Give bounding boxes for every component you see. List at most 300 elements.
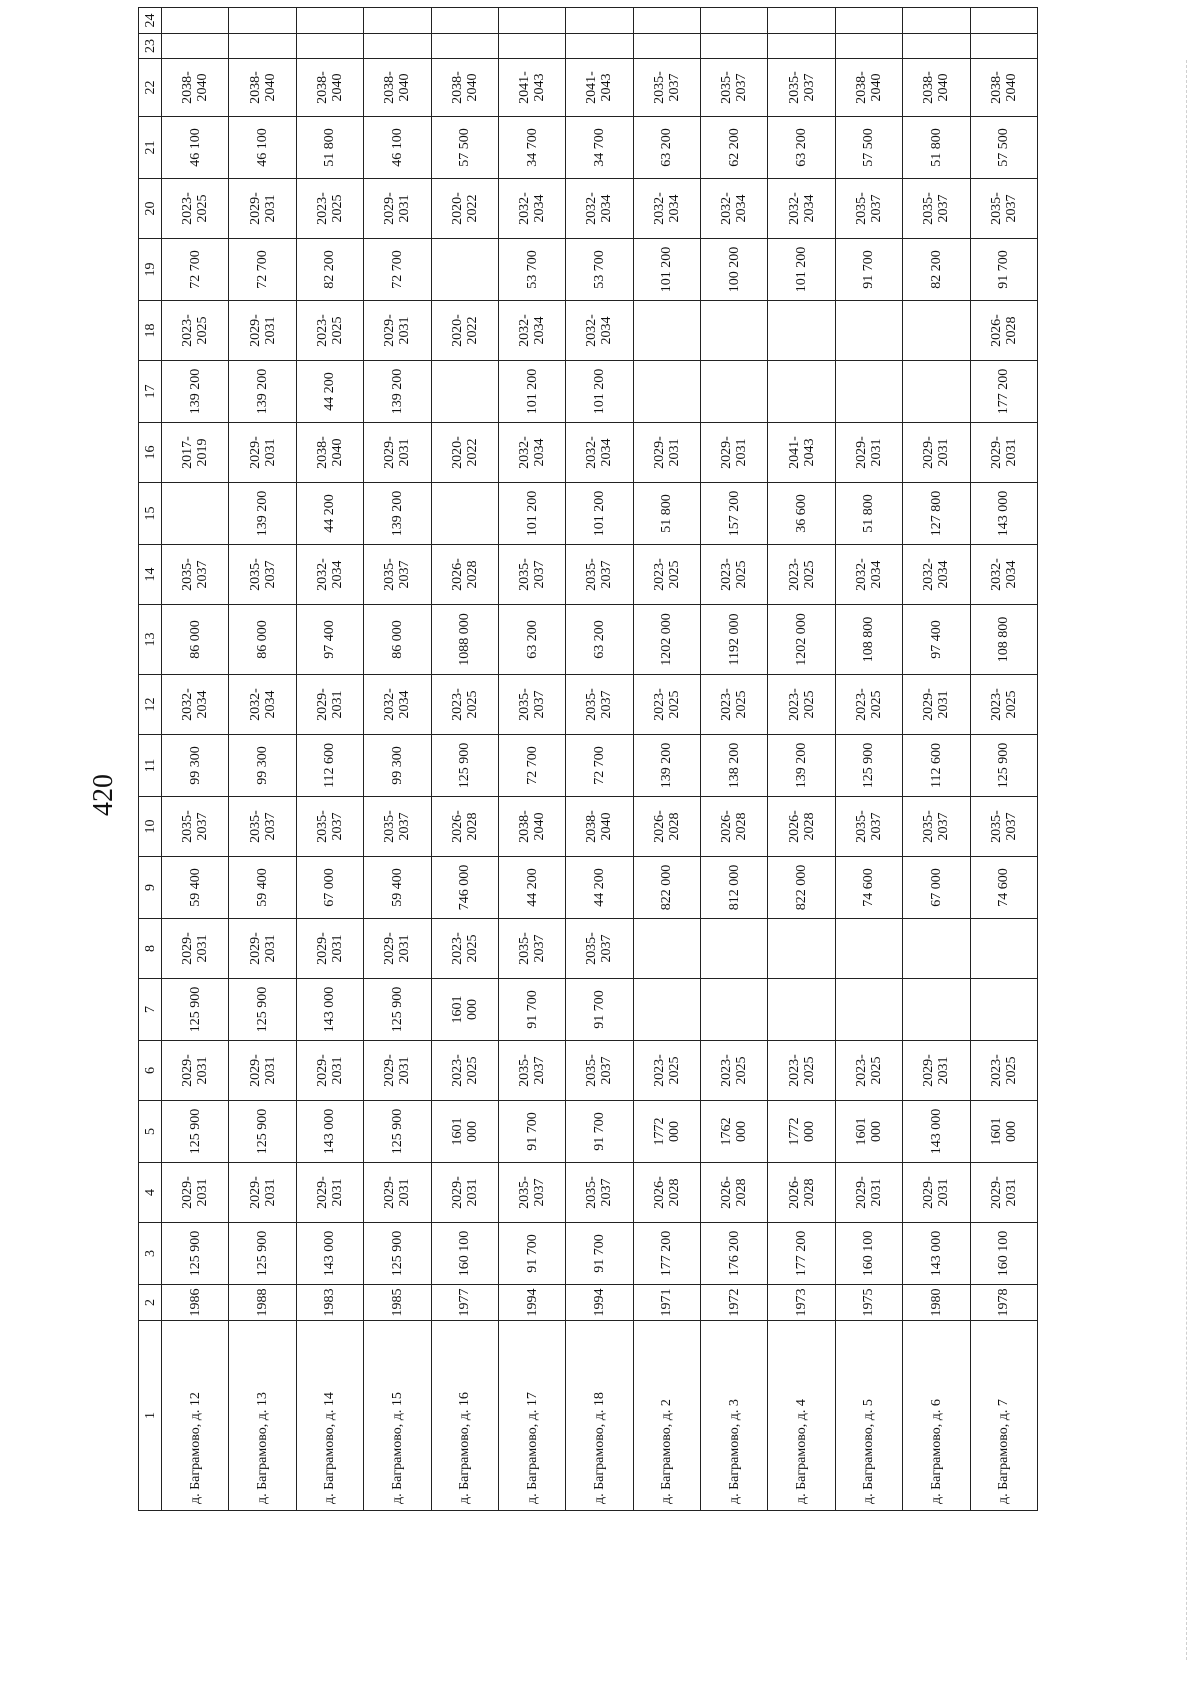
table-row xyxy=(566,8,633,1511)
table-cell: 2029- 2031 xyxy=(229,301,296,361)
table-cell: 1986 xyxy=(162,1285,229,1321)
table-cell xyxy=(768,8,835,34)
table-cell: 53 700 xyxy=(566,239,633,301)
table-cell: 1985 xyxy=(364,1285,431,1321)
table-cell: 2032- 2034 xyxy=(566,301,633,361)
table-row xyxy=(835,8,902,1511)
table-cell xyxy=(835,8,902,34)
table-cell: 2035- 2037 xyxy=(498,1163,565,1223)
table-cell: 2029- 2031 xyxy=(431,1163,498,1223)
column-header: 9 xyxy=(139,857,162,919)
table-cell: 2023- 2025 xyxy=(970,1041,1038,1101)
table-cell: 2035- 2037 xyxy=(566,1163,633,1223)
table-cell: 97 400 xyxy=(296,605,363,675)
column-header: 10 xyxy=(139,797,162,857)
column-header: 21 xyxy=(139,117,162,179)
table-cell: 2023- 2025 xyxy=(701,545,768,605)
address-cell: д. Баграмово, д. 2 xyxy=(633,1321,700,1511)
table-cell: 2029- 2031 xyxy=(162,919,229,979)
table-cell: 2029- 2031 xyxy=(364,423,431,483)
table-cell: 51 800 xyxy=(633,483,700,545)
table-cell: 91 700 xyxy=(566,1101,633,1163)
table-cell: 139 200 xyxy=(162,361,229,423)
table-cell: 112 600 xyxy=(903,735,970,797)
table-cell: 2029- 2031 xyxy=(903,675,970,735)
table-cell: 63 200 xyxy=(768,117,835,179)
table-cell: 72 700 xyxy=(162,239,229,301)
table-cell: 2029- 2031 xyxy=(229,179,296,239)
table-cell: 1978 xyxy=(970,1285,1038,1321)
table-cell: 2035- 2037 xyxy=(835,179,902,239)
table-cell: 2023- 2025 xyxy=(701,1041,768,1101)
table-cell: 2035- 2037 xyxy=(633,59,700,117)
table-cell xyxy=(364,34,431,59)
column-header: 11 xyxy=(139,735,162,797)
table-cell: 1972 xyxy=(701,1285,768,1321)
table-cell: 1994 xyxy=(498,1285,565,1321)
table-cell: 2029- 2031 xyxy=(970,1163,1038,1223)
table-row xyxy=(903,8,970,1511)
table-cell: 82 200 xyxy=(903,239,970,301)
column-header: 1 xyxy=(139,1321,162,1511)
table-cell: 2035- 2037 xyxy=(566,675,633,735)
table-cell: 57 500 xyxy=(431,117,498,179)
table-cell: 101 200 xyxy=(498,483,565,545)
table-cell: 97 400 xyxy=(903,605,970,675)
table-row xyxy=(701,8,768,1511)
table-cell: 91 700 xyxy=(566,979,633,1041)
table-cell: 2032- 2034 xyxy=(296,545,363,605)
table-cell: 46 100 xyxy=(162,117,229,179)
table-cell xyxy=(835,979,902,1041)
table-cell: 2032- 2034 xyxy=(229,675,296,735)
column-header: 24 xyxy=(139,8,162,34)
table-cell: 2035- 2037 xyxy=(903,179,970,239)
table-row xyxy=(229,8,296,1511)
table-cell: 51 800 xyxy=(296,117,363,179)
table-cell: 53 700 xyxy=(498,239,565,301)
table-cell: 2032- 2034 xyxy=(566,423,633,483)
table-cell: 2029- 2031 xyxy=(162,1041,229,1101)
table-cell xyxy=(633,8,700,34)
table-cell: 63 200 xyxy=(498,605,565,675)
table-cell: 2029- 2031 xyxy=(364,1041,431,1101)
table-cell: 2035- 2037 xyxy=(162,545,229,605)
table-cell: 2041- 2043 xyxy=(498,59,565,117)
table-cell: 2017- 2019 xyxy=(162,423,229,483)
table-cell: 1971 xyxy=(633,1285,700,1321)
table-row xyxy=(633,8,700,1511)
table-cell: 125 900 xyxy=(431,735,498,797)
table-cell: 2020- 2022 xyxy=(431,301,498,361)
table-cell: 2023- 2025 xyxy=(162,179,229,239)
table-cell: 2023- 2025 xyxy=(431,919,498,979)
table-cell xyxy=(498,8,565,34)
table-cell: 2029- 2031 xyxy=(701,423,768,483)
table-cell xyxy=(633,361,700,423)
table-cell xyxy=(768,919,835,979)
table-cell: 2023- 2025 xyxy=(970,675,1038,735)
table-cell: 1601 000 xyxy=(835,1101,902,1163)
table-cell xyxy=(498,34,565,59)
table-cell: 36 600 xyxy=(768,483,835,545)
table-cell: 100 200 xyxy=(701,239,768,301)
table-cell xyxy=(768,979,835,1041)
table-cell xyxy=(364,8,431,34)
address-cell: д. Баграмово, д. 13 xyxy=(229,1321,296,1511)
table-cell: 91 700 xyxy=(835,239,902,301)
table-cell: 1202 000 xyxy=(633,605,700,675)
table-cell: 160 100 xyxy=(970,1223,1038,1285)
table-cell: 2026- 2028 xyxy=(431,797,498,857)
table-cell: 2032- 2034 xyxy=(364,675,431,735)
column-header: 19 xyxy=(139,239,162,301)
table-cell: 1994 xyxy=(566,1285,633,1321)
table-cell: 2035- 2037 xyxy=(498,1041,565,1101)
table-cell: 44 200 xyxy=(566,857,633,919)
table-cell: 57 500 xyxy=(970,117,1038,179)
table-cell xyxy=(768,34,835,59)
table-cell: 44 200 xyxy=(498,857,565,919)
table-cell xyxy=(431,34,498,59)
table-cell: 86 000 xyxy=(364,605,431,675)
table-cell: 91 700 xyxy=(566,1223,633,1285)
table-cell: 143 000 xyxy=(970,483,1038,545)
table-cell: 74 600 xyxy=(970,857,1038,919)
table-cell: 2035- 2037 xyxy=(970,797,1038,857)
table-cell: 2023- 2025 xyxy=(162,301,229,361)
table-cell: 176 200 xyxy=(701,1223,768,1285)
table-cell: 2029- 2031 xyxy=(229,1041,296,1101)
table-cell: 2035- 2037 xyxy=(498,919,565,979)
table-cell: 2029- 2031 xyxy=(903,423,970,483)
table-cell: 62 200 xyxy=(701,117,768,179)
column-header: 13 xyxy=(139,605,162,675)
table-cell xyxy=(970,34,1038,59)
table-cell: 2032- 2034 xyxy=(498,423,565,483)
table-cell: 2032- 2034 xyxy=(566,179,633,239)
table-cell: 2038- 2040 xyxy=(162,59,229,117)
table-cell: 139 200 xyxy=(364,361,431,423)
table-cell: 59 400 xyxy=(364,857,431,919)
column-header: 12 xyxy=(139,675,162,735)
table-cell: 2035- 2037 xyxy=(566,919,633,979)
table-cell: 125 900 xyxy=(162,1223,229,1285)
table-cell: 2032- 2034 xyxy=(162,675,229,735)
address-cell: д. Баграмово, д. 5 xyxy=(835,1321,902,1511)
table-cell: 2023- 2025 xyxy=(768,1041,835,1101)
table-cell xyxy=(835,34,902,59)
table-cell: 2026- 2028 xyxy=(701,1163,768,1223)
table-cell: 72 700 xyxy=(498,735,565,797)
table-cell: 125 900 xyxy=(229,1101,296,1163)
table-cell: 812 000 xyxy=(701,857,768,919)
column-header: 6 xyxy=(139,1041,162,1101)
table-cell: 46 100 xyxy=(364,117,431,179)
table-cell: 72 700 xyxy=(566,735,633,797)
table-cell: 2023- 2025 xyxy=(768,545,835,605)
table-cell: 2029- 2031 xyxy=(835,423,902,483)
table-cell: 63 200 xyxy=(633,117,700,179)
table-cell: 67 000 xyxy=(296,857,363,919)
table-cell: 1772 000 xyxy=(768,1101,835,1163)
header-row xyxy=(139,8,162,1511)
table-cell: 2032- 2034 xyxy=(768,179,835,239)
table-cell: 34 700 xyxy=(566,117,633,179)
table-cell: 2029- 2031 xyxy=(229,423,296,483)
table-row xyxy=(498,8,565,1511)
table-cell: 2035- 2037 xyxy=(364,545,431,605)
table-cell: 2023- 2025 xyxy=(296,179,363,239)
table-cell: 2029- 2031 xyxy=(364,1163,431,1223)
table-cell: 139 200 xyxy=(364,483,431,545)
table-cell: 101 200 xyxy=(498,361,565,423)
table-cell: 2035- 2037 xyxy=(229,797,296,857)
table-cell: 2029- 2031 xyxy=(364,179,431,239)
scan-edge-line xyxy=(1186,60,1188,1660)
address-cell: д. Баграмово, д. 16 xyxy=(431,1321,498,1511)
table-cell: 127 800 xyxy=(903,483,970,545)
table-cell xyxy=(162,483,229,545)
table-cell: 143 000 xyxy=(903,1223,970,1285)
table-cell: 2023- 2025 xyxy=(701,675,768,735)
table-cell: 1980 xyxy=(903,1285,970,1321)
table-cell xyxy=(903,8,970,34)
table-cell: 177 200 xyxy=(970,361,1038,423)
table-cell: 2032- 2034 xyxy=(498,301,565,361)
table-cell: 99 300 xyxy=(162,735,229,797)
table-cell xyxy=(633,34,700,59)
column-header: 7 xyxy=(139,979,162,1041)
table-cell: 1772 000 xyxy=(633,1101,700,1163)
table-cell: 1601 000 xyxy=(970,1101,1038,1163)
table-cell: 125 900 xyxy=(229,979,296,1041)
table-cell: 157 200 xyxy=(701,483,768,545)
table-cell: 101 200 xyxy=(768,239,835,301)
table-cell: 57 500 xyxy=(835,117,902,179)
table-cell: 2032- 2034 xyxy=(903,545,970,605)
table-cell: 822 000 xyxy=(633,857,700,919)
table-cell: 2032- 2034 xyxy=(701,179,768,239)
table-cell: 2032- 2034 xyxy=(498,179,565,239)
column-header: 2 xyxy=(139,1285,162,1321)
table-cell: 2035- 2037 xyxy=(162,797,229,857)
data-table xyxy=(138,7,1038,1511)
table-container xyxy=(138,13,1038,1511)
table-cell: 125 900 xyxy=(364,979,431,1041)
table-row xyxy=(431,8,498,1511)
table-cell: 2029- 2031 xyxy=(903,1163,970,1223)
table-cell: 1988 xyxy=(229,1285,296,1321)
table-cell xyxy=(162,34,229,59)
table-cell: 160 100 xyxy=(431,1223,498,1285)
table-cell: 2029- 2031 xyxy=(296,1041,363,1101)
table-cell: 1977 xyxy=(431,1285,498,1321)
table-cell: 143 000 xyxy=(903,1101,970,1163)
address-cell: д. Баграмово, д. 12 xyxy=(162,1321,229,1511)
table-cell: 746 000 xyxy=(431,857,498,919)
table-cell: 1202 000 xyxy=(768,605,835,675)
table-cell: 2026- 2028 xyxy=(633,1163,700,1223)
table-cell: 2029- 2031 xyxy=(633,423,700,483)
table-cell: 125 900 xyxy=(162,979,229,1041)
address-cell: д. Баграмово, д. 18 xyxy=(566,1321,633,1511)
table-cell: 2038- 2040 xyxy=(229,59,296,117)
table-cell: 2038- 2040 xyxy=(903,59,970,117)
table-cell: 2029- 2031 xyxy=(229,919,296,979)
table-cell: 2038- 2040 xyxy=(364,59,431,117)
table-cell: 2035- 2037 xyxy=(566,1041,633,1101)
table-cell: 72 700 xyxy=(364,239,431,301)
table-cell: 2038- 2040 xyxy=(970,59,1038,117)
table-cell xyxy=(431,361,498,423)
table-cell xyxy=(903,361,970,423)
table-cell xyxy=(566,8,633,34)
table-row xyxy=(162,8,229,1511)
table-cell: 1973 xyxy=(768,1285,835,1321)
table-cell: 108 800 xyxy=(970,605,1038,675)
table-cell: 143 000 xyxy=(296,1101,363,1163)
table-cell: 125 900 xyxy=(229,1223,296,1285)
table-body xyxy=(162,8,1038,1511)
column-header: 5 xyxy=(139,1101,162,1163)
table-cell: 2029- 2031 xyxy=(296,919,363,979)
table-cell: 138 200 xyxy=(701,735,768,797)
table-cell: 2029- 2031 xyxy=(364,919,431,979)
table-cell: 2023- 2025 xyxy=(768,675,835,735)
table-cell: 108 800 xyxy=(835,605,902,675)
table-cell: 2041- 2043 xyxy=(566,59,633,117)
table-cell: 86 000 xyxy=(229,605,296,675)
table-cell: 139 200 xyxy=(633,735,700,797)
table-cell: 1983 xyxy=(296,1285,363,1321)
table-cell: 125 900 xyxy=(970,735,1038,797)
table-cell xyxy=(633,301,700,361)
table-cell: 125 900 xyxy=(364,1223,431,1285)
table-cell: 44 200 xyxy=(296,483,363,545)
table-cell: 822 000 xyxy=(768,857,835,919)
table-cell: 1975 xyxy=(835,1285,902,1321)
table-cell: 2041- 2043 xyxy=(768,423,835,483)
table-cell: 2023- 2025 xyxy=(633,545,700,605)
table-cell xyxy=(431,239,498,301)
table-cell xyxy=(970,8,1038,34)
table-cell: 2035- 2037 xyxy=(701,59,768,117)
address-cell: д. Баграмово, д. 14 xyxy=(296,1321,363,1511)
column-header: 23 xyxy=(139,34,162,59)
table-cell: 2026- 2028 xyxy=(768,797,835,857)
table-cell: 2026- 2028 xyxy=(701,797,768,857)
table-cell: 2020- 2022 xyxy=(431,179,498,239)
address-cell: д. Баграмово, д. 4 xyxy=(768,1321,835,1511)
table-cell: 2029- 2031 xyxy=(296,1163,363,1223)
table-cell xyxy=(296,34,363,59)
table-cell: 2035- 2037 xyxy=(364,797,431,857)
page-number: 420 xyxy=(88,774,119,816)
table-cell xyxy=(701,34,768,59)
table-cell xyxy=(229,8,296,34)
table-cell: 143 000 xyxy=(296,979,363,1041)
table-cell: 125 900 xyxy=(835,735,902,797)
table-cell xyxy=(701,361,768,423)
table-cell: 139 200 xyxy=(229,361,296,423)
table-cell: 125 900 xyxy=(364,1101,431,1163)
table-cell: 2035- 2037 xyxy=(970,179,1038,239)
table-cell: 177 200 xyxy=(633,1223,700,1285)
table-cell xyxy=(903,301,970,361)
table-cell: 2029- 2031 xyxy=(229,1163,296,1223)
table-cell: 2035- 2037 xyxy=(566,545,633,605)
table-cell: 2026- 2028 xyxy=(768,1163,835,1223)
table-cell: 91 700 xyxy=(498,1101,565,1163)
table-cell: 2026- 2028 xyxy=(431,545,498,605)
table-cell: 2026- 2028 xyxy=(970,301,1038,361)
table-cell xyxy=(701,301,768,361)
address-cell: д. Баграмово, д. 17 xyxy=(498,1321,565,1511)
address-cell: д. Баграмово, д. 7 xyxy=(970,1321,1038,1511)
table-cell xyxy=(296,8,363,34)
table-row xyxy=(768,8,835,1511)
table-cell xyxy=(970,979,1038,1041)
table-cell xyxy=(162,8,229,34)
table-cell: 2032- 2034 xyxy=(970,545,1038,605)
table-cell: 2023- 2025 xyxy=(431,1041,498,1101)
table-row xyxy=(296,8,363,1511)
table-cell: 2035- 2037 xyxy=(903,797,970,857)
table-cell xyxy=(701,979,768,1041)
table-cell xyxy=(701,8,768,34)
table-cell: 112 600 xyxy=(296,735,363,797)
table-cell: 2020- 2022 xyxy=(431,423,498,483)
table-cell: 2029- 2031 xyxy=(970,423,1038,483)
table-cell: 101 200 xyxy=(566,361,633,423)
table-cell: 2038- 2040 xyxy=(498,797,565,857)
table-cell xyxy=(835,361,902,423)
table-cell: 2023- 2025 xyxy=(835,1041,902,1101)
column-header: 22 xyxy=(139,59,162,117)
table-cell: 99 300 xyxy=(229,735,296,797)
table-cell: 2023- 2025 xyxy=(633,1041,700,1101)
table-cell: 1601 000 xyxy=(431,979,498,1041)
table-cell xyxy=(633,919,700,979)
table-cell: 2038- 2040 xyxy=(296,423,363,483)
table-cell: 1088 000 xyxy=(431,605,498,675)
table-row xyxy=(364,8,431,1511)
column-header: 4 xyxy=(139,1163,162,1223)
table-cell: 2023- 2025 xyxy=(835,675,902,735)
table-cell: 2032- 2034 xyxy=(835,545,902,605)
table-cell: 67 000 xyxy=(903,857,970,919)
table-cell: 72 700 xyxy=(229,239,296,301)
table-cell: 177 200 xyxy=(768,1223,835,1285)
table-cell xyxy=(229,34,296,59)
table-cell: 91 700 xyxy=(970,239,1038,301)
table-cell: 2035- 2037 xyxy=(498,545,565,605)
table-row xyxy=(970,8,1038,1511)
address-cell: д. Баграмово, д. 15 xyxy=(364,1321,431,1511)
table-cell: 1192 000 xyxy=(701,605,768,675)
table-cell: 2032- 2034 xyxy=(633,179,700,239)
table-cell: 2029- 2031 xyxy=(835,1163,902,1223)
table-cell: 46 100 xyxy=(229,117,296,179)
table-cell: 101 200 xyxy=(566,483,633,545)
column-header: 20 xyxy=(139,179,162,239)
column-header: 18 xyxy=(139,301,162,361)
table-cell: 2023- 2025 xyxy=(431,675,498,735)
table-cell: 2035- 2037 xyxy=(768,59,835,117)
column-header: 14 xyxy=(139,545,162,605)
column-header: 3 xyxy=(139,1223,162,1285)
